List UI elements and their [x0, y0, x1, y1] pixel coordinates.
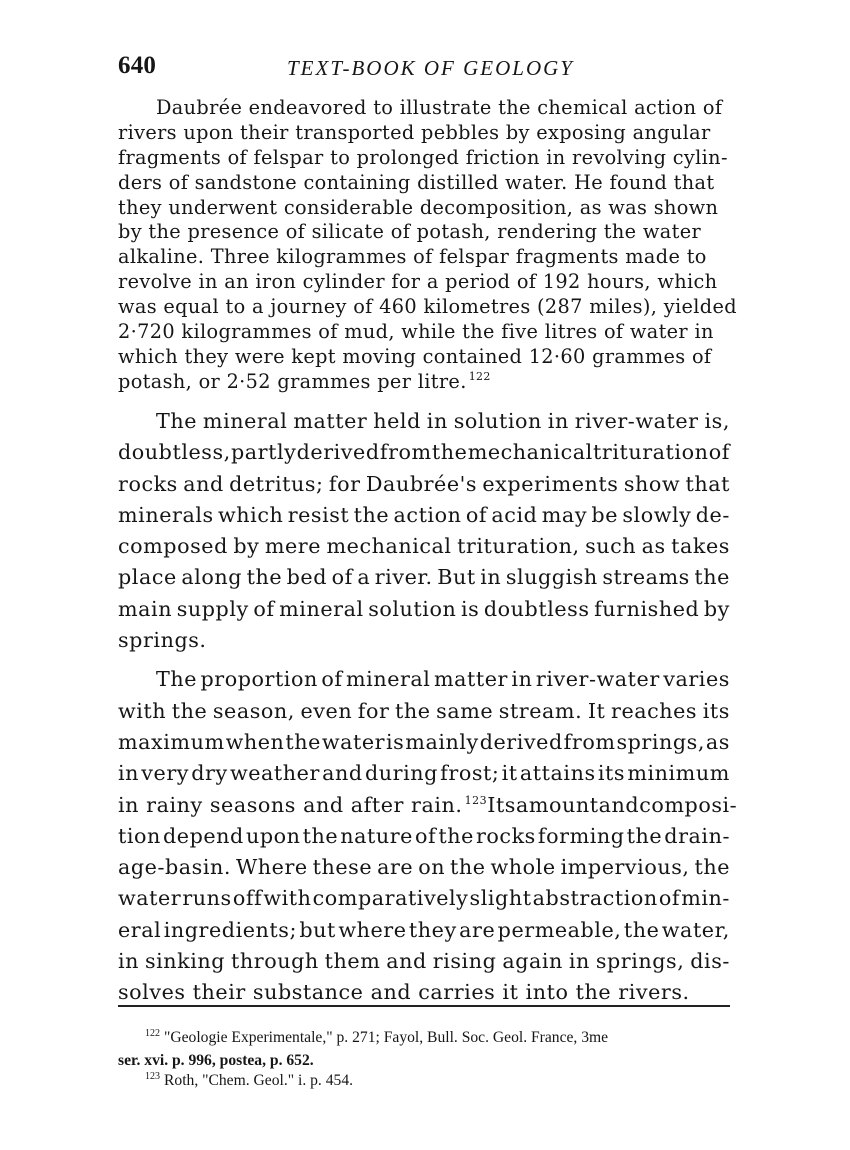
- text-line: [118, 406, 730, 437]
- page-header: [118, 52, 730, 92]
- footnote-text: Roth, "Chem. Geol." i. p. 454.: [164, 1072, 354, 1090]
- word: experiments: [482, 471, 619, 496]
- word: the: [246, 565, 283, 590]
- text-fragment: in rainy seasons and after rain.: [118, 792, 463, 817]
- word: rising: [432, 949, 497, 974]
- word: derived: [479, 729, 563, 754]
- word: takes: [671, 534, 730, 559]
- text-line: [118, 469, 730, 500]
- text-line: Daubrée endeavored to illustrate the chemical action of: [156, 96, 723, 119]
- word: them: [324, 949, 381, 974]
- text-line: [118, 883, 730, 914]
- word: minerals: [118, 502, 214, 527]
- text-line: [118, 562, 730, 593]
- word: runs: [182, 886, 232, 911]
- word: resist: [287, 502, 350, 527]
- word: springs,: [595, 949, 685, 974]
- word: Where: [235, 855, 308, 880]
- word: season,: [212, 698, 295, 723]
- word: where: [338, 917, 407, 942]
- word: de-: [695, 502, 730, 527]
- word: The: [156, 409, 198, 433]
- word: and: [322, 761, 363, 786]
- word: partly: [230, 440, 297, 465]
- word: same: [436, 698, 494, 723]
- word: of: [331, 565, 353, 590]
- word: minimum: [627, 761, 730, 786]
- text-line: was equal to a journey of 460 kilometres (287 miles), yielded: [118, 295, 737, 319]
- word: comparatively: [312, 886, 469, 911]
- text-fragment: solves their substance and carries it into the rivers.: [118, 980, 690, 1005]
- word: depend: [163, 823, 244, 848]
- text-line: 2·720 kilogrammes of mud, while the five litres of water in: [118, 320, 714, 344]
- word: mechanical: [467, 440, 593, 465]
- word: show: [623, 471, 681, 496]
- text-line: [118, 625, 730, 656]
- word: amount: [515, 792, 599, 817]
- word: in: [547, 409, 569, 433]
- footnote-123-line: [118, 1071, 730, 1094]
- main-text: [118, 406, 738, 1017]
- text-line: alkaline. Three kilogrammes of felspar fragments made to: [118, 245, 707, 269]
- word: sinking: [144, 949, 226, 974]
- word: in: [480, 565, 502, 590]
- word: for: [328, 471, 361, 496]
- word: The: [156, 667, 198, 692]
- word: and: [598, 792, 640, 817]
- word: the: [623, 917, 660, 942]
- text-line: [118, 790, 738, 821]
- text-line: [118, 821, 730, 852]
- word: when: [225, 729, 285, 754]
- word: bed: [286, 565, 328, 590]
- word: of: [658, 886, 681, 911]
- word: are: [459, 917, 496, 942]
- footnote-marker: 122: [145, 1028, 160, 1039]
- word: the: [626, 823, 663, 848]
- word: mere: [264, 534, 322, 559]
- word: slight: [469, 886, 532, 911]
- word: varies: [663, 667, 730, 692]
- word: may: [541, 502, 588, 527]
- footnote-reference: 123: [464, 793, 488, 807]
- word: solution: [453, 409, 542, 433]
- word: from: [563, 729, 616, 754]
- word: with: [118, 698, 167, 723]
- word: is: [386, 729, 405, 754]
- word: for: [357, 698, 390, 723]
- word: main: [118, 596, 173, 621]
- word: the: [353, 502, 390, 527]
- word: slowly: [622, 502, 692, 527]
- word: of: [321, 667, 343, 692]
- word: furnished: [594, 596, 700, 621]
- word: the: [395, 698, 431, 723]
- word: by: [703, 596, 730, 621]
- footnote-122-continuation: ser. xvi. p. 996, postea, p. 652.: [118, 1051, 314, 1069]
- word: impervious,: [560, 855, 690, 880]
- word: streams: [602, 565, 690, 590]
- word: a: [357, 565, 371, 590]
- running-title: TEXT-BOOK OF GEOLOGY: [287, 56, 574, 80]
- word: such: [585, 534, 637, 559]
- word: again: [502, 949, 563, 974]
- paragraph: [118, 664, 738, 1008]
- word: ingredients;: [163, 917, 297, 942]
- word: solution: [368, 596, 457, 621]
- text-line: by the presence of silicate of potash, rendering the water: [118, 220, 702, 244]
- word: the: [285, 729, 321, 754]
- text-fragment: potash, or 2·52 grammes per litre.: [118, 369, 467, 393]
- text-line: [118, 915, 730, 946]
- word: is: [460, 596, 480, 621]
- word: It: [587, 698, 606, 723]
- word: mineral: [202, 409, 288, 433]
- word: matter: [293, 409, 368, 433]
- word: derived: [296, 440, 380, 465]
- word: water: [118, 886, 182, 911]
- word: the: [450, 855, 486, 880]
- word: frost;: [440, 761, 500, 786]
- footnote-text: "Geologie Experimentale," p. 271; Fayol, Bull. Soc. Geol. France, 3me: [164, 1029, 609, 1046]
- word: by: [233, 534, 260, 559]
- word: as: [641, 534, 666, 559]
- word: dry: [191, 761, 228, 786]
- word: be: [591, 502, 619, 527]
- word: during: [364, 761, 438, 786]
- word: acid: [491, 502, 538, 527]
- word: supply: [176, 596, 249, 621]
- word: of: [465, 502, 488, 527]
- text-line: revolve in an iron cylinder for a period of 192 hours, which: [118, 270, 718, 294]
- text-line: [118, 852, 730, 883]
- word: springs,: [616, 729, 705, 754]
- word: the: [694, 565, 730, 590]
- word: But: [437, 565, 476, 590]
- text-line-last: [118, 370, 730, 395]
- word: mineral: [279, 596, 364, 621]
- word: of: [415, 823, 437, 848]
- text-line: [118, 946, 730, 977]
- word: and: [386, 949, 427, 974]
- word: attains: [519, 761, 596, 786]
- word: in: [511, 667, 533, 692]
- word: rocks: [475, 823, 536, 848]
- word: weather: [230, 761, 320, 786]
- word: is,: [704, 409, 730, 433]
- word: proportion: [200, 667, 318, 692]
- word: they: [408, 917, 457, 942]
- word: off: [232, 886, 263, 911]
- word: river.: [374, 565, 433, 590]
- word: its: [597, 761, 626, 786]
- word: along: [181, 565, 243, 590]
- word: place: [118, 565, 177, 590]
- word: maximum: [118, 729, 225, 754]
- footnotes: [118, 1028, 730, 1094]
- word: Daubrée's: [365, 471, 478, 496]
- word: and: [183, 471, 224, 496]
- word: rocks: [118, 471, 178, 496]
- text-line: [118, 437, 730, 468]
- word: even: [300, 698, 353, 723]
- word: are: [377, 855, 414, 880]
- word: whole: [490, 855, 556, 880]
- text-line: [118, 758, 730, 789]
- word: action: [393, 502, 462, 527]
- word: its: [702, 698, 730, 723]
- text-line: [118, 594, 730, 625]
- text-line: [118, 696, 730, 727]
- word: the: [694, 855, 730, 880]
- word: doubtless: [483, 596, 590, 621]
- word: water: [321, 729, 386, 754]
- text-line: which they were kept moving contained 12·60 grammes of: [118, 344, 712, 368]
- text-line: they underwent considerable decomposition, as was shown: [118, 195, 719, 219]
- word: that: [685, 471, 730, 496]
- word: abstraction: [532, 886, 658, 911]
- text-fragment: springs.: [118, 628, 207, 653]
- word: in: [426, 409, 448, 433]
- paragraph: [118, 406, 730, 656]
- footnote-reference: 122: [468, 369, 491, 383]
- word: of: [253, 596, 275, 621]
- text-line: [118, 664, 730, 695]
- word: which: [218, 502, 284, 527]
- footnote-122-line: [118, 1028, 730, 1051]
- word: mineral: [345, 667, 431, 692]
- word: in: [118, 949, 140, 974]
- word: but: [299, 917, 336, 942]
- word: eral: [118, 917, 162, 942]
- word: mechanical: [326, 534, 452, 559]
- word: river-water: [535, 667, 660, 692]
- word: min-: [681, 886, 730, 911]
- word: held: [373, 409, 421, 433]
- text-line: [118, 977, 730, 1008]
- word: composi-: [639, 792, 738, 817]
- word: reaches: [611, 698, 698, 723]
- word: stream.: [498, 698, 583, 723]
- word: the: [438, 823, 474, 848]
- word: detritus;: [229, 471, 324, 496]
- word: river-water: [574, 409, 699, 433]
- word: nature: [340, 823, 413, 848]
- word: in: [568, 949, 590, 974]
- word: dis-: [690, 949, 730, 974]
- page-number: 640: [118, 52, 157, 79]
- footnote-marker: 123: [145, 1071, 160, 1083]
- small-print-paragraph: [118, 96, 737, 395]
- word: these: [312, 855, 373, 880]
- word: trituration: [593, 440, 709, 465]
- word: very: [141, 761, 190, 786]
- word: the: [171, 698, 208, 723]
- word: composed: [118, 534, 228, 559]
- text-line: [118, 531, 730, 562]
- text-line: fragments of felspar to prolonged friction in revolving cylin-: [118, 145, 728, 169]
- word: forming: [537, 823, 625, 848]
- word: with: [263, 886, 312, 911]
- word: the: [302, 823, 339, 848]
- word: Its: [487, 792, 516, 817]
- word: matter: [433, 667, 508, 692]
- word: in: [118, 761, 140, 786]
- word: permeable,: [497, 917, 622, 942]
- word: of: [708, 440, 730, 465]
- text-line: [118, 500, 730, 531]
- text-fragment-with-reference: [118, 790, 487, 821]
- word: trituration,: [457, 534, 580, 559]
- word: on: [418, 855, 446, 880]
- word: upon: [245, 823, 301, 848]
- word: from: [379, 440, 432, 465]
- word: it: [501, 761, 518, 786]
- word: the: [431, 440, 468, 465]
- word: drain-: [664, 823, 730, 848]
- word: sluggish: [505, 565, 598, 590]
- text-line: ders of sandstone containing distilled water. He found that: [118, 170, 715, 194]
- word: doubtless,: [118, 440, 231, 465]
- word: mainly: [405, 729, 479, 754]
- word: tion: [118, 823, 161, 848]
- text-line: [118, 727, 730, 758]
- word: age-basin.: [118, 855, 232, 880]
- footnote-divider: [118, 1005, 730, 1007]
- word: water,: [661, 917, 730, 942]
- text-line: rivers upon their transported pebbles by exposing angular: [118, 120, 711, 144]
- word: through: [231, 949, 319, 974]
- word: as: [705, 729, 730, 754]
